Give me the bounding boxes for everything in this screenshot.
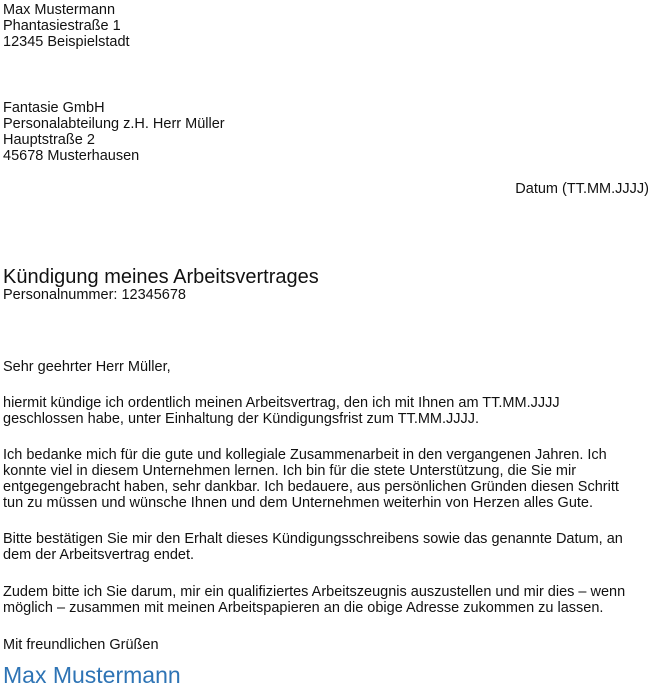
recipient-department: Personalabteilung z.H. Herr Müller <box>3 116 225 132</box>
closing: Mit freundlichen Grüßen <box>3 637 159 653</box>
paragraph-termination <box>3 395 560 427</box>
paragraph-line: Bitte bestätigen Sie mir den Erhalt dieses Kündigungsschreibens sowie das genannte Datum, an <box>3 531 623 547</box>
paragraph-line: möglich – zusammen mit meinen Arbeitspapieren an die obige Adresse zukommen zu lassen. <box>3 600 604 616</box>
paragraph-reference-request <box>3 584 625 616</box>
sender-name: Max Mustermann <box>3 2 116 18</box>
paragraph-line: konnte viel in diesem Unternehmen lernen. Ich bin für die stete Unterstützung, die Sie mir <box>3 463 577 479</box>
paragraph-thanks <box>3 447 619 511</box>
subject-reference: Personalnummer: 12345678 <box>3 287 186 303</box>
paragraph-confirmation <box>3 531 623 563</box>
recipient-address <box>3 100 225 164</box>
sender-city: 12345 Beispielstadt <box>3 34 130 50</box>
paragraph-line: tun zu müssen und wünsche Ihnen und dem Unternehmen weiterhin von Herzen alles Gute. <box>3 495 594 511</box>
paragraph-line: Zudem bitte ich Sie darum, mir ein qualifiziertes Arbeitszeugnis auszustellen und mir dies – wenn <box>3 584 626 600</box>
paragraph-line: dem der Arbeitsvertrag endet. <box>3 547 195 563</box>
subject-title: Kündigung meines Arbeitsvertrages <box>3 266 319 288</box>
signature: Max Mustermann <box>3 662 181 688</box>
recipient-city: 45678 Musterhausen <box>3 148 140 164</box>
paragraph-line: entgegengebracht haben, sehr dankbar. Ich bedauere, aus persönlichen Gründen diesen Schritt <box>3 479 619 495</box>
paragraph-line: geschlossen habe, unter Einhaltung der Kündigungsfrist zum TT.MM.JJJJ. <box>3 411 480 427</box>
salutation: Sehr geehrter Herr Müller, <box>3 359 171 375</box>
paragraph-line: Ich bedanke mich für die gute und kollegiale Zusammenarbeit in den vergangenen Jahren. Ich <box>3 447 607 463</box>
paragraph-line: hiermit kündige ich ordentlich meinen Arbeitsvertrag, den ich mit Ihnen am TT.MM.JJJJ <box>3 395 560 411</box>
sender-address <box>3 2 130 50</box>
recipient-street: Hauptstraße 2 <box>3 132 95 148</box>
recipient-company: Fantasie GmbH <box>3 100 105 116</box>
sender-street: Phantasiestraße 1 <box>3 18 121 34</box>
letter-date: Datum (TT.MM.JJJJ) <box>515 181 649 197</box>
